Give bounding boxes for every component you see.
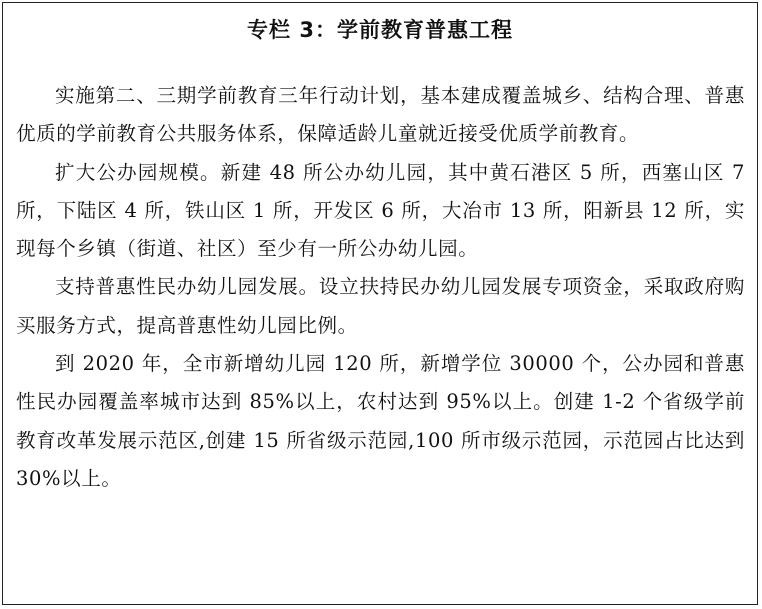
paragraph-private-kindergartens: 支持普惠性民办幼儿园发展。设立扶持民办幼儿园发展专项资金，采取政府购买服务方式，提高普惠性幼儿园比例。 <box>16 275 745 337</box>
column-box <box>2 2 758 605</box>
box-title: 专栏 3：学前教育普惠工程 <box>247 18 513 42</box>
box-content <box>16 77 745 498</box>
paragraph-2020-targets: 到 2020 年，全市新增幼儿园 120 所，新增学位 30000 个，公办园和普惠性民办园覆盖率城市达到 85%以上，农村达到 95%以上。创建 1-2 个省级学前教育改革发展示范区,创建 15 所省级示范园,100 所市级示范园，示范园占比达到 30%以上。 <box>16 352 745 490</box>
paragraph-public-kindergartens: 扩大公办园规模。新建 48 所公办幼儿园，其中黄石港区 5 所，西塞山区 7 所，下陆区 4 所，铁山区 1 所，开发区 6 所，大冶市 13 所，阳新县 12 所，实现每个乡镇（街道、社区）至少有一所公办幼儿园。 <box>16 160 745 261</box>
paragraph-intro: 实施第二、三期学前教育三年行动计划，基本建成覆盖城乡、结构合理、普惠优质的学前教育公共服务体系，保障适龄儿童就近接受优质学前教育。 <box>16 84 745 146</box>
